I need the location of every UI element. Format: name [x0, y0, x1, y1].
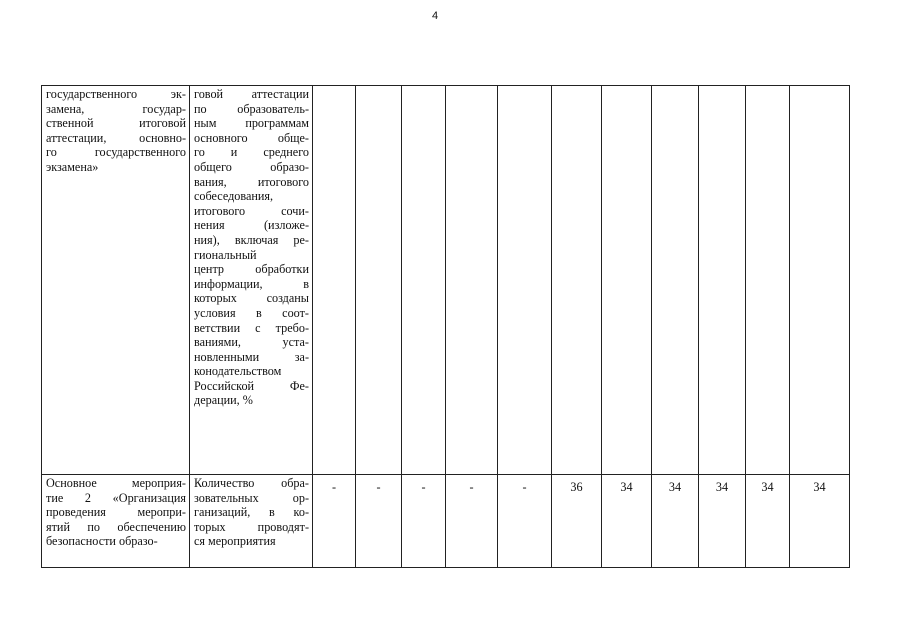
table-row	[42, 86, 850, 475]
cell-text-line: го и среднего	[194, 145, 309, 160]
event-name-cell	[42, 86, 190, 475]
cell-text-line: экзамена»	[46, 159, 99, 174]
cell-text-line: ся мероприятия	[194, 534, 276, 549]
value-cell	[602, 86, 652, 475]
value-cell: 36	[552, 475, 602, 568]
cell-text-line: общего образо-	[194, 159, 309, 174]
cell-text-line: замена, государ-	[46, 101, 186, 116]
value-cell	[699, 86, 746, 475]
value-cell: 34	[652, 475, 699, 568]
value-cell	[652, 86, 699, 475]
page-number: 4	[431, 10, 439, 22]
value-cell	[790, 86, 850, 475]
cell-text-line: итогового сочи-	[194, 203, 309, 218]
value-cell	[746, 86, 790, 475]
cell-text-line: Российской Фе-	[194, 378, 309, 393]
cell-text-line: собеседования,	[194, 189, 274, 204]
cell-text-line: конодательством	[194, 364, 282, 379]
cell-text-line: го государственного	[46, 145, 186, 160]
cell-text-line: ным программам	[194, 116, 309, 131]
cell-text-line: зовательных ор-	[194, 490, 309, 505]
cell-text-line: аттестации, основно-	[46, 130, 186, 145]
cell-text-line: безопасности образо-	[46, 534, 158, 549]
cell-text-line: ятий по обеспечению	[46, 519, 186, 534]
cell-text-line: информации, в	[194, 276, 309, 291]
value-cell: -	[446, 475, 498, 568]
indicator-name-cell	[190, 475, 313, 568]
cell-text-line: ния), включая ре-	[194, 232, 309, 247]
cell-text-line: центр обработки	[194, 262, 309, 277]
cell-text-line: говой аттестации	[194, 87, 309, 101]
value-cell: 34	[746, 475, 790, 568]
value-cell: -	[313, 475, 356, 568]
value-cell	[552, 86, 602, 475]
value-cell	[402, 86, 446, 475]
value-cell	[446, 86, 498, 475]
value-cell: -	[356, 475, 402, 568]
value-cell	[356, 86, 402, 475]
indicator-table	[41, 85, 850, 568]
cell-text-line: ветствии с требо-	[194, 320, 309, 335]
value-cell: 34	[602, 475, 652, 568]
cell-text-line: тие 2 «Организация	[46, 490, 186, 505]
cell-text-line: новленными за-	[194, 349, 309, 364]
cell-text-line: основного обще-	[194, 130, 309, 145]
cell-text-line: Основное мероприя-	[46, 476, 186, 490]
cell-text-line: гиональный	[194, 247, 257, 262]
cell-text-line: дерации, %	[194, 393, 253, 408]
cell-text-line: ственной итоговой	[46, 116, 186, 131]
cell-text-line: ваниями, уста-	[194, 335, 309, 350]
cell-text-line: проведения меропри-	[46, 505, 186, 520]
cell-text-line: Количество обра-	[194, 476, 309, 490]
value-cell: -	[498, 475, 552, 568]
cell-text-line: по образователь-	[194, 101, 309, 116]
cell-text-line: нения (изложе-	[194, 218, 309, 233]
value-cell	[498, 86, 552, 475]
table-row	[42, 475, 850, 568]
cell-text-line: государственного эк-	[46, 87, 186, 101]
value-cell: 34	[699, 475, 746, 568]
indicator-name-cell	[190, 86, 313, 475]
cell-text-line: торых проводят-	[194, 519, 309, 534]
cell-text-line: условия в соот-	[194, 305, 309, 320]
cell-text-line: которых созданы	[194, 291, 309, 306]
cell-text-line: вания, итогового	[194, 174, 309, 189]
value-cell	[313, 86, 356, 475]
cell-text-line: ганизаций, в ко-	[194, 505, 309, 520]
event-name-cell	[42, 475, 190, 568]
value-cell: 34	[790, 475, 850, 568]
value-cell: -	[402, 475, 446, 568]
